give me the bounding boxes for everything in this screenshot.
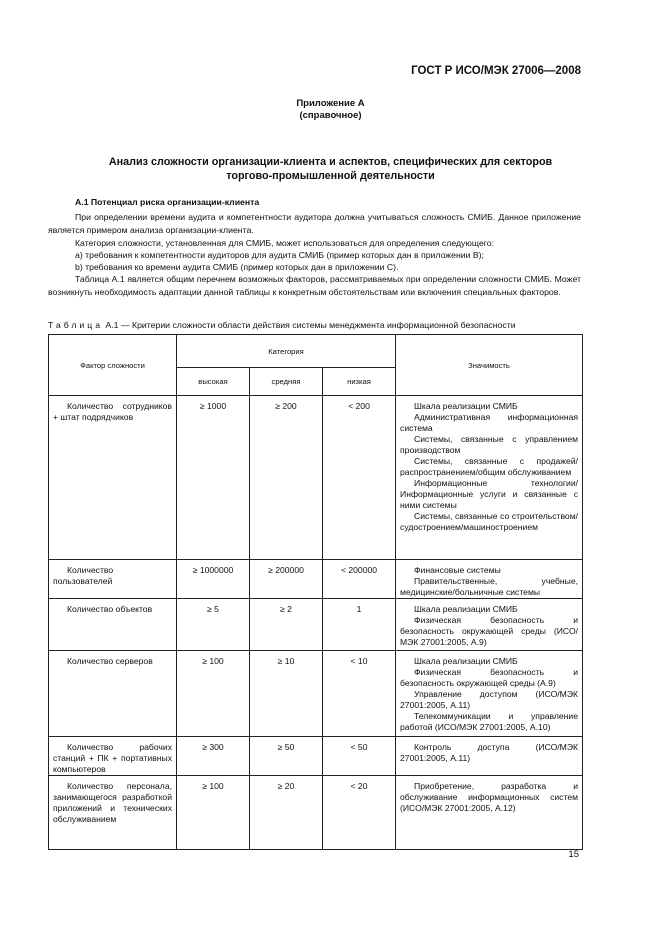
high-cell: ≥ 5 xyxy=(177,599,250,651)
header-factor: Фактор сложности xyxy=(49,335,177,396)
significance-item: Телекоммуникации и управление работой (ИСО/МЭК 27001:2005, А.10) xyxy=(400,711,579,732)
appendix-title: Приложение А xyxy=(296,98,365,109)
significance-item: Системы, связанные со строительством/судостроением/машиностроением xyxy=(400,511,579,532)
header-category: Категория xyxy=(177,335,396,368)
low-cell: < 200000 xyxy=(323,560,396,599)
document-title-line2: торгово-промышленной деятельности xyxy=(226,170,435,182)
table-row xyxy=(49,599,583,651)
significance-cell xyxy=(396,737,583,776)
paragraph-2: Категория сложности, установленная для СМИБ, может использоваться для определения следующего: xyxy=(75,238,495,248)
table-row xyxy=(49,651,583,737)
low-cell: < 50 xyxy=(323,737,396,776)
high-cell: ≥ 100 xyxy=(177,651,250,737)
significance-item: Физическая безопасность и безопасность окружающей среды (ИСО/МЭК 27001:2005, А.9) xyxy=(400,615,579,647)
significance-item: Информационные технологии/Информационные услуги и связанные с ними системы xyxy=(400,478,579,510)
significance-item: Шкала реализации СМИБ xyxy=(414,656,518,666)
table-caption-label: Таблица xyxy=(48,320,104,330)
header-significance: Значимость xyxy=(396,335,583,396)
significance-item: Шкала реализации СМИБ xyxy=(414,401,518,411)
table-caption xyxy=(48,320,516,330)
medium-cell: ≥ 200000 xyxy=(250,560,323,599)
significance-item: Системы, связанные с продажей/распространением/общим обслуживанием xyxy=(400,456,579,477)
header-medium: средняя xyxy=(250,368,323,396)
appendix-note: (справочное) xyxy=(299,110,362,121)
table-row xyxy=(49,776,583,850)
list-item-b: b) требования ко времени аудита СМИБ (пример которых дан в приложении С). xyxy=(75,262,399,272)
significance-cell xyxy=(396,560,583,599)
significance-cell xyxy=(396,599,583,651)
paragraph-1: При определении времени аудита и компетентности аудитора должна учитываться сложность СМИБ. Данное приложение является примером анализа организации-клиента. xyxy=(48,212,581,235)
document-title xyxy=(0,155,661,183)
medium-cell: ≥ 10 xyxy=(250,651,323,737)
standard-header: ГОСТ Р ИСО/МЭК 27006—2008 xyxy=(411,65,581,77)
significance-item: Физическая безопасность и безопасность окружающей среды (А.9) xyxy=(400,667,579,688)
paragraph-5: Таблица А.1 является общим перечнем возможных факторов, рассматриваемых при определении сложности СМИБ. Может возникнуть необходимость адаптации данной таблицы к конкретным обстоятельствам или включения специальных факторов. xyxy=(48,274,581,297)
medium-cell: ≥ 2 xyxy=(250,599,323,651)
factor-cell: Количество рабочих станций + ПК + портативных компьютеров xyxy=(49,737,177,776)
document-title-line1: Анализ сложности организации-клиента и аспектов, специфических для секторов xyxy=(108,156,553,168)
low-cell: < 200 xyxy=(323,396,396,560)
high-cell: ≥ 1000000 xyxy=(177,560,250,599)
low-cell: 1 xyxy=(323,599,396,651)
factor-cell: Количество сотрудников + штат подрядчиков xyxy=(49,396,177,560)
significance-cell xyxy=(396,651,583,737)
significance-item: Системы, связанные с управлением производством xyxy=(400,434,579,455)
low-cell: < 20 xyxy=(323,776,396,850)
table-row xyxy=(49,560,583,599)
medium-cell: ≥ 200 xyxy=(250,396,323,560)
significance-item: Приобретение, разработка и обслуживание информационных систем (ИСО/МЭК 27001:2005, А.12) xyxy=(400,781,579,813)
list-item-a: а) требования к компетентности аудиторов для аудита СМИБ (пример которых дан в приложении В); xyxy=(75,250,484,260)
factor-cell: Количество объектов xyxy=(49,599,177,651)
factor-cell: Количество серверов xyxy=(49,651,177,737)
significance-item: Административная информационная система xyxy=(400,412,579,433)
medium-cell: ≥ 50 xyxy=(250,737,323,776)
table-caption-text: А.1 — Критерии сложности области действия системы менеджмента информационной безопасности xyxy=(103,320,516,330)
significance-cell xyxy=(396,396,583,560)
factor-cell: Количество персонала, занимающегося разработкой приложений и технических обслуживанием xyxy=(49,776,177,850)
high-cell: ≥ 1000 xyxy=(177,396,250,560)
table-row xyxy=(49,737,583,776)
medium-cell: ≥ 20 xyxy=(250,776,323,850)
significance-item: Контроль доступа (ИСО/МЭК 27001:2005, А.11) xyxy=(400,742,579,763)
high-cell: ≥ 100 xyxy=(177,776,250,850)
significance-item: Управление доступом (ИСО/МЭК 27001:2005, А.11) xyxy=(400,689,579,710)
header-low: низкая xyxy=(323,368,396,396)
significance-item: Правительственные, учебные, медицинские/больничные системы xyxy=(400,576,579,597)
significance-item: Шкала реализации СМИБ xyxy=(414,604,518,614)
low-cell: < 10 xyxy=(323,651,396,737)
complexity-table xyxy=(48,334,583,850)
high-cell: ≥ 300 xyxy=(177,737,250,776)
page-number: 15 xyxy=(568,849,579,860)
table-row xyxy=(49,396,583,560)
significance-cell xyxy=(396,776,583,850)
section-heading: А.1 Потенциал риска организации-клиента xyxy=(75,197,260,207)
header-high: высокая xyxy=(177,368,250,396)
significance-item: Финансовые системы xyxy=(414,565,501,575)
factor-cell: Количество пользователей xyxy=(49,560,177,599)
